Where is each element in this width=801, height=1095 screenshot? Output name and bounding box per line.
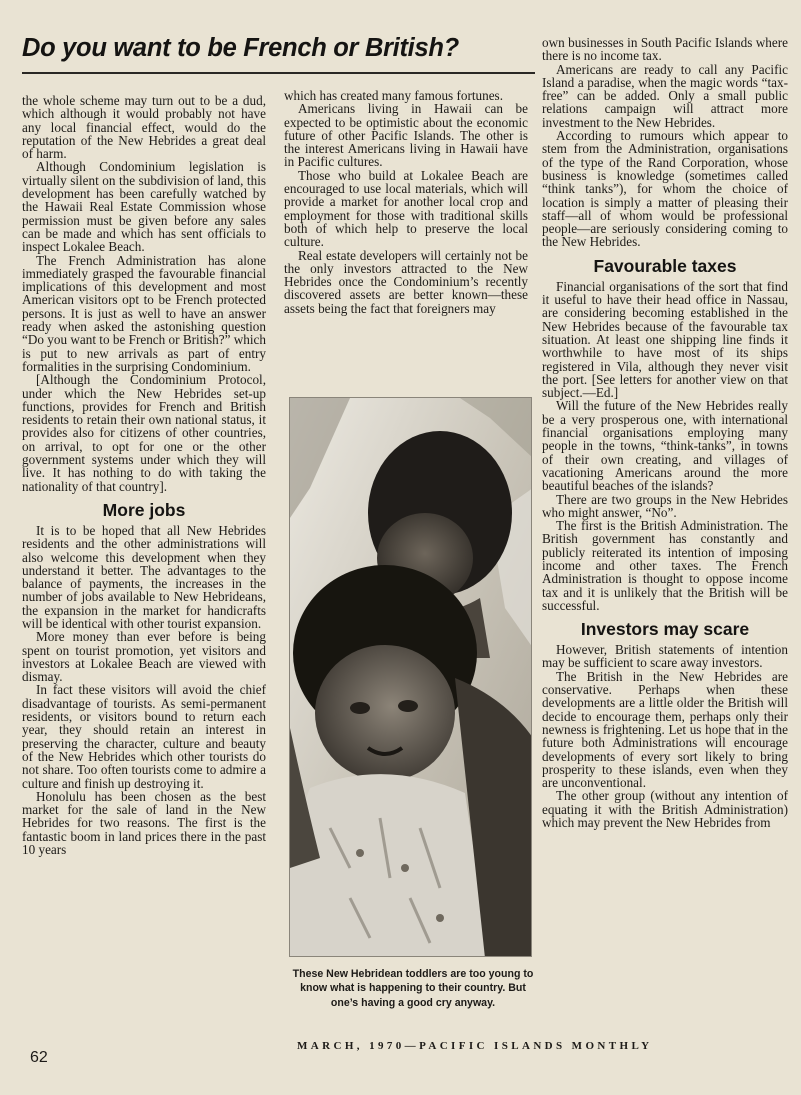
paragraph: It is to be hoped that all New Hebrides residents and the other administrations will also welcome this development when they understand it better. The advantages to the balance of payments, the increases in the number of jobs available to New Hebrideans, the expansion in the market for handicrafts will be identical with other tourist expansion. bbox=[22, 522, 266, 631]
paragraph: which has created many famous fortunes. bbox=[284, 88, 503, 103]
photo-illustration bbox=[290, 398, 532, 957]
paragraph: Americans are ready to call any Pacific Island a paradise, when the magic words “tax-free” can be added. Only a small public relations campaign will attract more investment to the New Hebrides. bbox=[542, 61, 788, 130]
article-column-3 bbox=[542, 36, 788, 829]
paragraph: According to rumours which appear to stem from the Administration, organisations of the type of the Rand Corporation, whose business is knowledge (sometimes called “think tanks”), for whom the choice of location is simply a matter of pleasing their staff—all of whom would be professional people—are seriously considering coming to the New Hebrides. bbox=[542, 128, 788, 250]
headline-rule bbox=[22, 72, 535, 74]
paragraph: Although Condominium legislation is virtually silent on the subdivision of land, this development has been carefully watched by the Hawaii Real Estate Commission whose permission must be given before any sales can be made and which has sent officials to inspect Lokalee Beach. bbox=[22, 159, 266, 255]
subheading-more-jobs: More jobs bbox=[102, 499, 186, 520]
article-column-1 bbox=[22, 94, 266, 856]
paragraph: own businesses in South Pacific Islands where there is no income tax. bbox=[542, 35, 788, 64]
paragraph: The other group (without any intention of equating it with the British Administration) which may prevent the New Hebrides from bbox=[542, 788, 788, 831]
page-number: 62 bbox=[30, 1049, 48, 1066]
paragraph: Financial organisations of the sort that find it useful to have their head office in Nassau, are considering becoming established in the New Hebrides because of the favourable tax situation. At least one shipping line finds it worthwhile to have most of its ships registered in Vila, although they never visit the port. [See letters for another view on that subject.—Ed.] bbox=[542, 278, 788, 401]
toddlers-photo bbox=[289, 397, 532, 957]
paragraph: Americans living in Hawaii can be expected to be optimistic about the economic future of other Pacific Islands. The other is the interest Americans living in Hawaii have in Pacific cultures. bbox=[284, 101, 528, 170]
magazine-footer: MARCH, 1970—PACIFIC ISLANDS MONTHLY bbox=[297, 1040, 653, 1052]
article-headline: Do you want to be French or British? bbox=[22, 34, 459, 62]
article-column-2 bbox=[284, 89, 528, 315]
paragraph: Honolulu has been chosen as the best market for the sale of land in the New Hebrides for two reasons. The first is the fantastic boom in land prices there in the past 10 years bbox=[22, 788, 266, 858]
paragraph: The French Administration has alone immediately grasped the favourable financial implications of this development and most American visitors opt to be French protected persons. It is just as well to have an answer ready when asked the astonishing question “Do you want to be French or British?” which is put to new arrivals as part of entry formalities in the surprising Condominium. bbox=[22, 252, 266, 374]
subheading-investors-may-scare: Investors may scare bbox=[580, 619, 750, 640]
paragraph: Will the future of the New Hebrides really be a very prosperous one, with international financial organisations employing many people in the towns, “think-tanks”, in towns of their own creating, and villages of vacationing Americans around the more beautiful beaches of the islands? bbox=[542, 398, 788, 494]
paragraph: However, British statements of intention may be sufficient to scare away investors. bbox=[542, 642, 788, 671]
photo-caption: These New Hebridean toddlers are too young to know what is happening to their country. But one’s having a good cry anyway. bbox=[292, 968, 534, 1009]
paragraph: The British in the New Hebrides are conservative. Perhaps when these developments are a little older the British will decide to encourage them, perhaps only their newness is frightening. Let us hope that in the future both Administrations will encourage developments of every sort likely to bring prosperity to these islands, even when they are unconventional. bbox=[542, 668, 788, 791]
subheading-favourable-taxes: Favourable taxes bbox=[593, 255, 737, 276]
paragraph: In fact these visitors will avoid the chief disadvantage of tourists. As semi-permanent residents, or visitors bound to return each year, they should retain an interest in preserving the character, culture and beauty of the New Hebrides which other tourists do not share. Too often tourists come to admire a culture and finish up destroying it. bbox=[22, 682, 266, 791]
paragraph: There are two groups in the New Hebrides who might answer, “No”. bbox=[542, 491, 788, 520]
paragraph: Those who build at Lokalee Beach are encouraged to use local materials, which will provide a market for another local crop and employment for those with traditional skills both of which help to preserve the local culture. bbox=[284, 167, 528, 250]
paragraph: [Although the Condominium Protocol, under which the New Hebrides set-up functions, provides for French and British residents to retain their own national status, it provides also for citizens of other countries, on arrival, to opt for one or the other government systems under which they will live. It has nothing to do with taking the nationality of that country]. bbox=[22, 372, 266, 494]
paragraph: the whole scheme may turn out to be a dud, which although it would probably not have any local financial effect, would do the reputation of the New Hebrides a great deal of harm. bbox=[22, 93, 266, 162]
paragraph: More money than ever before is being spent on tourist promotion, yet visitors and investors at Lokalee Beach are viewed with dismay. bbox=[22, 629, 266, 685]
paragraph: Real estate developers will certainly not be the only investors attracted to the New Hebrides once the Condominium’s recently discovered assets are better known—these assets being the fact that foreigners may bbox=[284, 247, 528, 316]
paragraph: The first is the British Administration. The British government has constantly and publicly reiterated its intention of imposing income and other taxes. The French Administration is thought to oppose income tax and it is unlikely that the British will be successful. bbox=[542, 518, 788, 613]
